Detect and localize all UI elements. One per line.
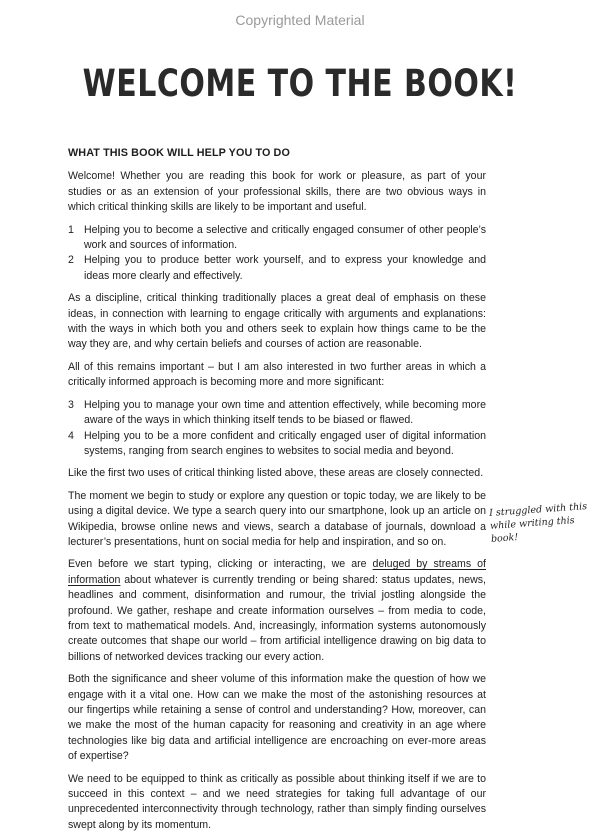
chapter-title: WELCOME TO THE BOOK! (82, 62, 518, 106)
handwritten-margin-note: I struggled with this while writing this book! (488, 501, 588, 545)
paragraph-deluged-start: Even before we start typing, clicking or interacting, we are (68, 558, 373, 571)
paragraph-digital-device: The moment we begin to study or explore any question or topic today, we are likely to be using a digital device. We type a search query into our smartphone, look up an article on Wikipedia, browse online news and views, search a database of journals, download a lecturer’s presentations, hunt on social media for help and inspiration, and so on. (68, 489, 486, 548)
list-item (68, 223, 486, 254)
paragraph-intro: Welcome! Whether you are reading this book for work or pleasure, as part of your studies or as an extension of your professional skills, there are two obvious ways in which critical thinking skills are likely to be important and useful. (68, 170, 486, 214)
paragraph-deluged-rest: about whatever is currently trending or being shared: status updates, news, headlines and comment, disinformation and rumour, the trivial jostling alongside the profound. We gather, reshape and create information ourselves – from media to code, from text to mathematical models. And, increasingly, information systems autonomously create outcomes that shape our world – from artificial intelligence drawing on big data to billions of networked devices tracking our every action. (68, 573, 486, 663)
list-item-number: 2 (68, 254, 74, 267)
list-item-number: 3 (68, 398, 74, 411)
paragraph-equipped: We need to be equipped to think as critically as possible about thinking itself if we are to succeed in this context – and we need strategies for taking full advantage of our unprecedented interconnectivity through technology, rather than simply finding ourselves swept along by its momentum. (68, 772, 486, 831)
list-item-text: Helping you to produce better work yourself, and to express your knowledge and ideas more clearly and effectively. (84, 254, 486, 282)
paragraph-deluged (68, 557, 486, 665)
uses-list-further (68, 398, 486, 460)
copyright-watermark: Copyrighted Material (235, 12, 365, 28)
list-item (68, 429, 486, 460)
list-item-number: 1 (68, 223, 74, 236)
list-item-text: Helping you to be a more confident and critically engaged user of digital information systems, ranging from search engines to websites to social media and beyond. (84, 429, 486, 457)
list-item-text: Helping you to become a selective and critically engaged consumer of other people’s work and sources of information. (84, 223, 486, 252)
paragraph-connected: Like the first two uses of critical thinking listed above, these areas are closely connected. (68, 467, 484, 480)
list-item-text: Helping you to manage your own time and attention effectively, while becoming more aware of the ways in which thinking itself tends to be biased or flawed. (84, 398, 486, 427)
section-heading: WHAT THIS BOOK WILL HELP YOU TO DO (68, 147, 290, 159)
paragraph-significance: Both the significance and sheer volume of this information make the question of how we engage with it a vital one. How can we make the most of the astonishing resources at our fingertips while retaining a sense of control and understanding? How, moreover, can we make the most of the human capacity for reasoning and creativity in an age where technologies like big data and artificial intelligence are encroaching on ever-more areas of expertise? (68, 673, 486, 763)
paragraph-discipline: As a discipline, critical thinking traditionally places a great deal of emphasis on these ideas, in connection with learning to engage critically with arguments and explanations: with the ways in which both you and others seek to explain how things came to be the way they are, and why certain beliefs and courses of action are reasonable. (68, 292, 486, 351)
list-item (68, 398, 486, 429)
page-body (68, 146, 486, 840)
underlined-phrase: deluged by streams of information (68, 558, 486, 586)
list-item-number: 4 (68, 429, 74, 442)
paragraph-further-areas: All of this remains important – but I am also interested in two further areas in which a critically informed approach is becoming more and more significant: (68, 360, 486, 389)
uses-list-primary (68, 223, 486, 285)
list-item (68, 253, 486, 284)
